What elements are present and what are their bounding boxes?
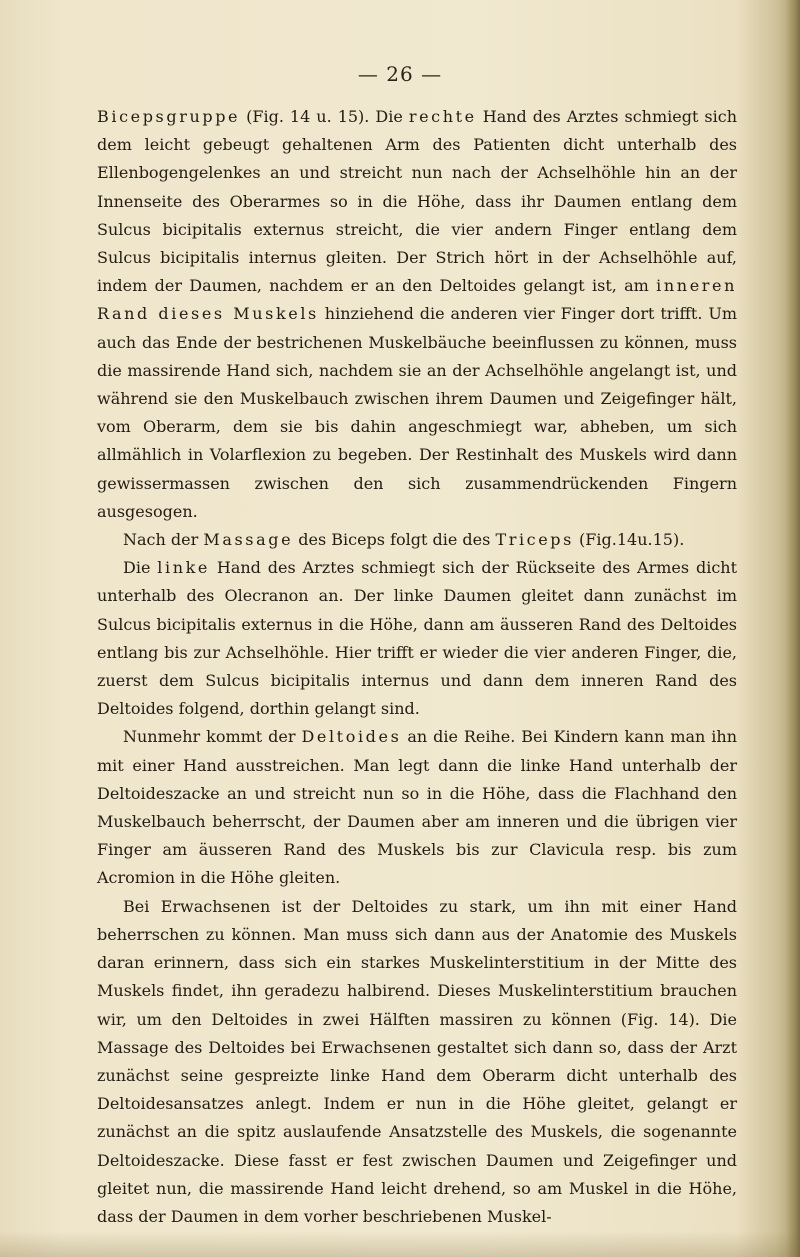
paragraph: [97, 554, 737, 723]
text-segment: Bei Erwachsenen ist der Deltoides zu stark, um ihn mit einer Hand beherrschen zu können. Man muss sich dann aus der Anatomie des Muskels daran erinnern, dass sich ein starkes Muskelinterstitium in der Mitte des Muskels findet, ihn geradezu halbirend. Dieses Muskelinterstitium brauchen wir, um den Deltoides in zwei Hälften massiren zu können (Fig. 14). Die Massage des Deltoides bei Erwachsenen gestaltet sich dann so, dass der Arzt zunächst seine gespreizte linke Hand dem Oberarm dicht unterhalb des Deltoidesansatzes anlegt. Indem er nun in die Höhe gleitet, gelangt er zunächst an die spitz auslaufende Ansatzstelle des Muskels, die sogenannte Deltoideszacke. Diese fasst er fest zwischen Daumen und Zeigefinger und gleitet nun, die massirende Hand leicht drehend, so am Muskel in die Höhe, dass der Daumen in dem vorher beschriebenen Muskel-: [97, 896, 737, 1226]
text-segment: Deltoides: [301, 727, 402, 747]
text-segment: Bicepsgruppe: [97, 107, 241, 126]
paragraph: [97, 103, 737, 526]
text-segment: Hand des Arztes schmiegt sich der Rückseite des Armes dicht unterhalb des Olecranon an. Der linke Daumen gleitet dann zunächst im Sulcus bicipitalis externus in die Höhe, dann am äusseren Rand des Deltoides entlang bis zur Achselhöhle. Hier trifft er wieder die vier anderen Finger, die, zuerst dem Sulcus bicipitalis internus und dann dem inneren Rand des Deltoides folgend, dorthin gelangt sind.: [97, 558, 738, 719]
text-segment: rechte: [408, 107, 477, 126]
paragraph: [97, 723, 737, 892]
text-segment: des Biceps folgt die des: [293, 530, 496, 550]
body-text: [97, 103, 737, 1231]
text-segment: hinziehend die anderen vier Finger dort trifft. Um auch das Ende der bestrichenen Muskelbäuche beeinflussen zu können, muss die massirende Hand sich, nachdem sie an der Achselhöhle angelangt ist, und während sie den Muskelbauch zwischen ihrem Daumen und Zeigefinger hält, vom Oberarm, dem sie bis dahin angeschmiegt war, abheben, um sich allmählich in Volarflexion zu begeben. Der Restinhalt des Muskels wird dann gewissermassen zwischen den sich zusammendrückenden Fingern ausgesogen.: [97, 304, 737, 521]
paragraph: [97, 893, 737, 1231]
text-segment: Triceps: [495, 530, 574, 550]
text-segment: Nach der: [123, 530, 204, 550]
text-segment: (Fig. 14 u. 15). Die: [240, 107, 409, 126]
text-segment: linke: [157, 558, 210, 578]
page-edge-shadow: [786, 0, 800, 1257]
page-bottom-shadow: [0, 1231, 800, 1257]
text-segment: (Fig.14u.15).: [573, 530, 685, 550]
text-segment: Nunmehr kommt der: [123, 727, 302, 747]
paragraph: [97, 526, 737, 554]
text-segment: Massage: [203, 530, 294, 550]
text-segment: Die: [123, 558, 158, 578]
page-number: — 26 —: [357, 62, 443, 86]
text-segment: inneren Rand dieses Muskels: [97, 276, 737, 324]
text-segment: Hand des Arztes schmiegt sich dem leicht gebeugt gehaltenen Arm des Patienten dicht unterhalb des Ellenbogengelenkes an und streicht nun nach der Achselhöhle hin an der Innenseite des Oberarmes so in die Höhe, dass ihr Daumen entlang dem Sulcus bicipitalis externus streicht, die vier andern Finger entlang dem Sulcus bicipitalis internus gleiten. Der Strich hört in der Achselhöhle auf, indem der Daumen, nachdem er an den Deltoides gelangt ist, am: [97, 107, 738, 296]
text-segment: an die Reihe. Bei Kindern kann man ihn mit einer Hand ausstreichen. Man legt dann die linke Hand unterhalb der Deltoideszacke an und streicht nun so in die Höhe, dass die Flachhand den Muskelbauch beherrscht, der Daumen aber am inneren und die übrigen vier Finger am äusseren Rand des Muskels bis zur Clavicula resp. bis zum Acromion in die Höhe gleiten.: [97, 727, 737, 888]
